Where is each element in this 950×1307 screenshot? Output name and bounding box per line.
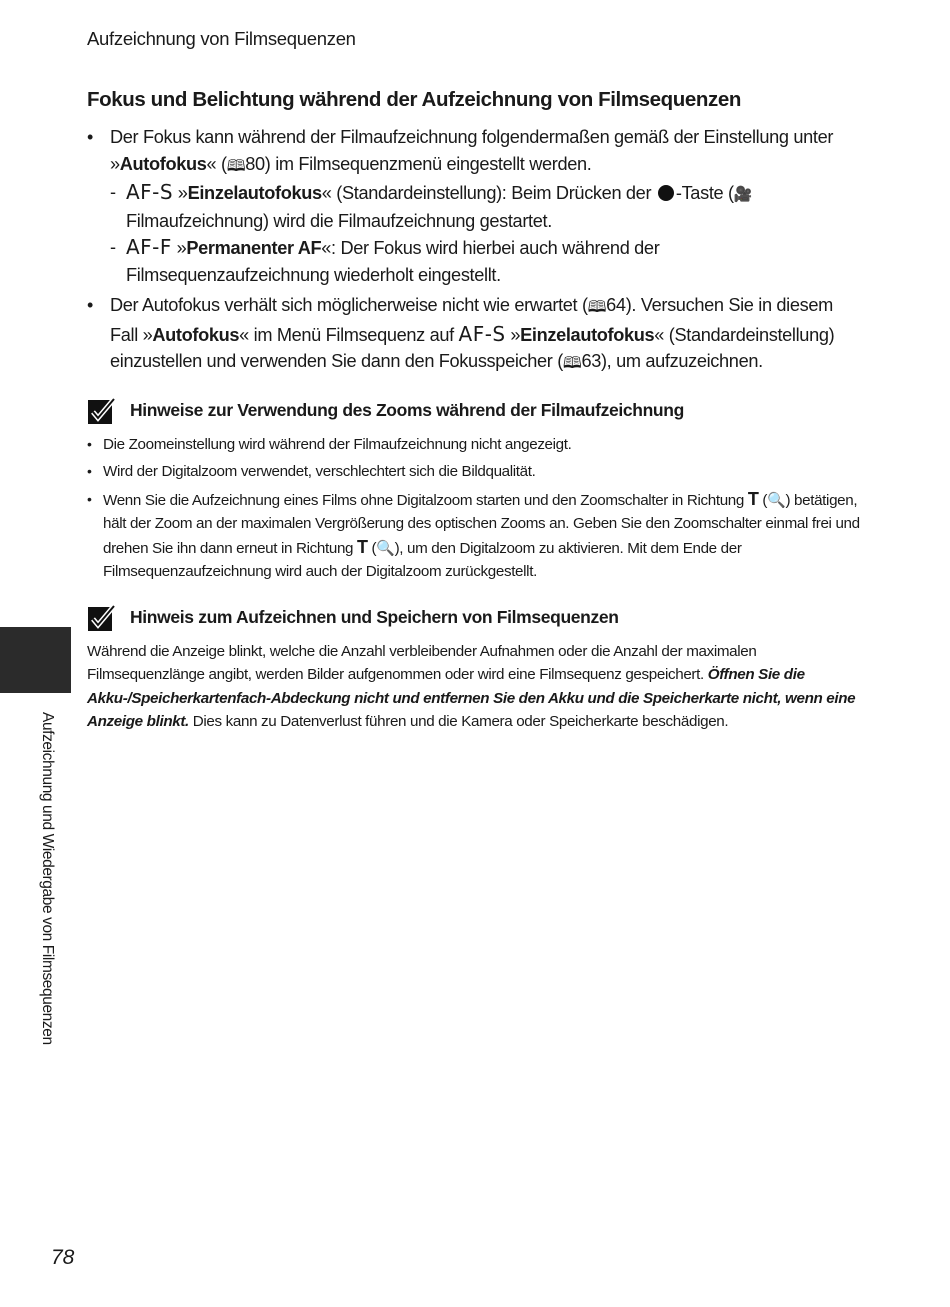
list-item: • Wenn Sie die Aufzeichnung eines Films ohne Digitalzoom starten und den Zoomschalter in Richtung T (🔍) betätigen, hält der Zoom an der maximalen Vergrößerung des optischen Zooms an. Geben Sie den Zoomschalter einmal frei und drehen Sie ihn dann erneut in Richtung T (🔍), um den Digitalzoom zu aktivieren. Mit dem Ende der Filmsequenzaufzeichnung wird auch der Digitalzoom zurückgestellt. xyxy=(87,488,862,584)
zoom-note-list xyxy=(87,433,862,584)
menu-term-autofokus: Autofokus xyxy=(119,153,207,174)
list-item: • Wird der Digitalzoom verwendet, verschlechtert sich die Bildqualität. xyxy=(87,460,862,484)
check-mark-icon xyxy=(87,604,117,632)
list-item: • Der Fokus kann während der Filmaufzeichnung folgendermaßen gemäß der Einstellung unter »Autofokus« (🕮80) im Filmsequenzmenü eingestellt werden. - AF-S »Einzelautofokus« (Standardeinstellung): Beim Drücken der -Taste (🎥 Filmaufzeichnung) wird die Filmaufzeichnung gestartet. - AF-F »Permanenter AF«: Der Fokus wird hierbei auch während der Filmsequenzaufzeichnung wiederholt eingestellt. xyxy=(87,124,862,288)
saving-note-paragraph: Während die Anzeige blinkt, welche die Anzahl verbleibender Aufnahmen oder die Anzahl der maximalen Filmsequenzlänge angibt, werden Bilder aufgenommen oder wird eine Filmsequenz gespeichert. Öffnen Sie die Akku-/Speicherkartenfach-Abdeckung nicht und entfernen Sie den Akku und die Speicherkarte nicht, wenn eine Anzeige blinkt. Dies kann zu Datenverlust führen und die Kamera oder Speicherkarte beschädigen. xyxy=(87,642,856,730)
check-mark-icon xyxy=(87,397,117,425)
zoom-magnifier-icon: 🔍 xyxy=(767,490,786,509)
running-header: Aufzeichnung von Filmsequenzen xyxy=(87,28,356,49)
movie-record-button-icon xyxy=(658,185,674,201)
zoom-tele-glyph: T xyxy=(747,488,759,509)
page-reference: 63 xyxy=(581,351,601,371)
focus-bullet-list xyxy=(87,124,862,377)
note-title: Hinweis zum Aufzeichnen und Speichern von Filmsequenzen xyxy=(130,607,619,627)
focus-mode-list xyxy=(110,179,862,288)
af-f-mode-icon: AF-F xyxy=(126,235,172,259)
page-reference: 80 xyxy=(245,153,265,174)
note-heading-zoom xyxy=(87,397,862,425)
note-title: Hinweise zur Verwendung des Zooms während der Filmaufzeichnung xyxy=(130,400,684,420)
book-reference-icon: 🕮 xyxy=(587,297,607,316)
list-item: - AF-S »Einzelautofokus« (Standardeinstellung): Beim Drücken der -Taste (🎥 Filmaufzeichnung) wird die Filmaufzeichnung gestartet. xyxy=(110,179,862,234)
list-item: • Der Autofokus verhält sich möglicherweise nicht wie erwartet (🕮64). Versuchen Sie in diesem Fall »Autofokus« im Menü Filmsequenz auf AF-S »Einzelautofokus« (Standardeinstellung) einzustellen und verwenden Sie dann den Fokusspeicher (🕮63), um aufzuzeichnen. xyxy=(87,292,862,377)
chapter-tab xyxy=(0,627,71,693)
list-item: - AF-F »Permanenter AF«: Der Fokus wird hierbei auch während der Filmsequenzaufzeichnung wiederholt eingestellt. xyxy=(110,234,862,288)
book-reference-icon: 🕮 xyxy=(562,353,582,372)
page-number: 78 xyxy=(51,1246,75,1269)
list-item: • Die Zoomeinstellung wird während der Filmaufzeichnung nicht angezeigt. xyxy=(87,433,862,457)
page-reference: 64 xyxy=(606,295,626,315)
warning-text: Öffnen Sie die Akku-/Speicherkartenfach-Abdeckung nicht und entfernen Sie den Akku und die Speicherkarte nicht, wenn eine Anzeige blinkt. xyxy=(87,666,856,730)
note-heading-saving xyxy=(87,604,862,632)
movie-camera-icon: 🎥 xyxy=(733,185,753,203)
book-reference-icon: 🕮 xyxy=(226,155,246,175)
af-s-mode-icon: AF-S xyxy=(126,180,174,204)
af-s-mode-icon: AF-S xyxy=(458,321,506,346)
zoom-magnifier-icon: 🔍 xyxy=(376,538,395,557)
section-title: Fokus und Belichtung während der Aufzeichnung von Filmsequenzen xyxy=(87,88,741,111)
zoom-tele-glyph: T xyxy=(357,536,368,557)
chapter-label: Aufzeichnung und Wiedergabe von Filmsequenzen xyxy=(39,712,56,1045)
page-content xyxy=(87,86,862,734)
